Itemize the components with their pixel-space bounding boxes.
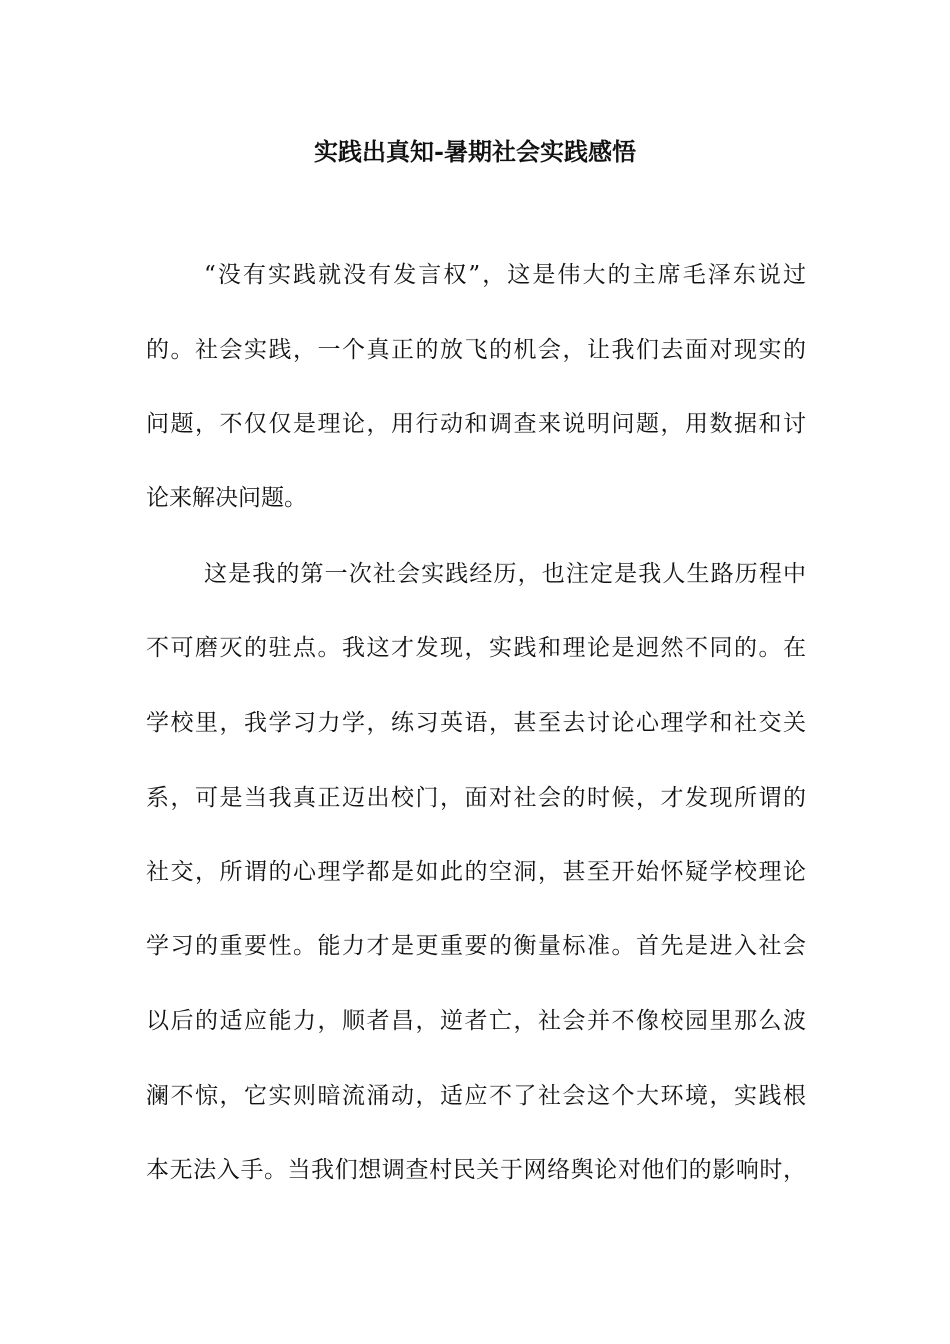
text-line: 本无法入手。当我们想调查村民关于网络舆论对他们的影响时，	[146, 1157, 806, 1183]
text-line: 学校里，我学习力学，练习英语，甚至去讨论心理学和社交关	[146, 710, 806, 736]
text-line: 学习的重要性。能力才是更重要的衡量标准。首先是进入社会	[146, 933, 806, 959]
text-line: 以后的适应能力，顺者昌，逆者亡，社会并不像校园里那么波	[146, 1008, 806, 1034]
text-line: 的。社会实践，一个真正的放飞的机会，让我们去面对现实的	[146, 337, 806, 363]
text-line: 社交，所谓的心理学都是如此的空洞，甚至开始怀疑学校理论	[146, 859, 806, 885]
document-title: 实践出真知-暑期社会实践感悟	[314, 137, 636, 166]
text-line: 澜不惊，它实则暗流涌动，适应不了社会这个大环境，实践根	[146, 1083, 806, 1109]
text-line: 论来解决问题。	[146, 485, 307, 511]
text-line: 系，可是当我真正迈出校门，面对社会的时候，才发现所谓的	[146, 785, 806, 811]
text-line: 不可磨灭的驻点。我这才发现，实践和理论是迥然不同的。在	[146, 635, 806, 661]
text-line: “没有实践就没有发言权”，这是伟大的主席毛泽东说过	[204, 262, 806, 288]
text-line: 这是我的第一次社会实践经历，也注定是我人生路历程中	[204, 561, 806, 587]
text-line: 问题，不仅仅是理论，用行动和调查来说明问题，用数据和讨	[146, 411, 806, 437]
